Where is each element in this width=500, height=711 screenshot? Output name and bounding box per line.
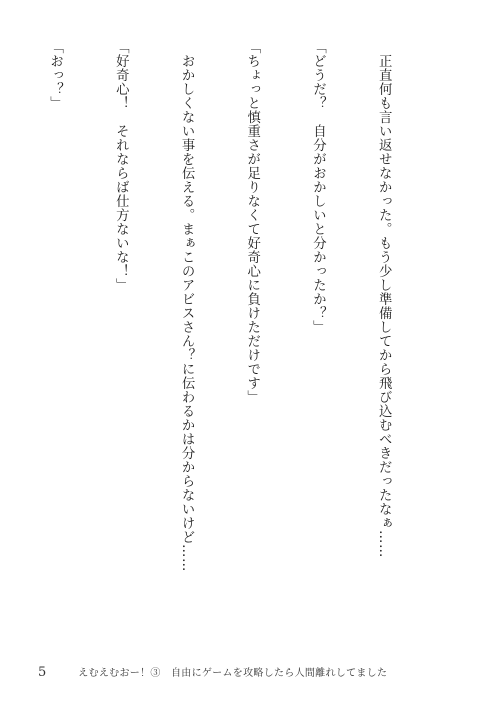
text-line-1: 正直何も言い返せなかった。もう少し準備してから飛び込むべきだったなぁ……: [376, 40, 392, 558]
text-line-3: 「ちょっと慎重さが足りなくて好奇心に負けただけです」: [244, 40, 260, 404]
text-line-6: 「おっ？」: [47, 40, 63, 110]
book-title: えむえむおー！③ 自由にゲームを攻略したら人間離れしてました: [78, 668, 388, 679]
vertical-text-body: [44, 40, 438, 640]
page-number: 5: [38, 665, 47, 680]
page-footer: [38, 664, 387, 680]
text-line-2: 「どうだ？ 自分がおかしいと分かったか？」: [310, 40, 326, 334]
text-line-4: おかしくない事を伝える。まぁこのアビスさん？に伝わるかは分からないけど……: [179, 40, 195, 572]
text-line-5: 「好奇心！ それならば仕方ないな！」: [113, 40, 129, 292]
